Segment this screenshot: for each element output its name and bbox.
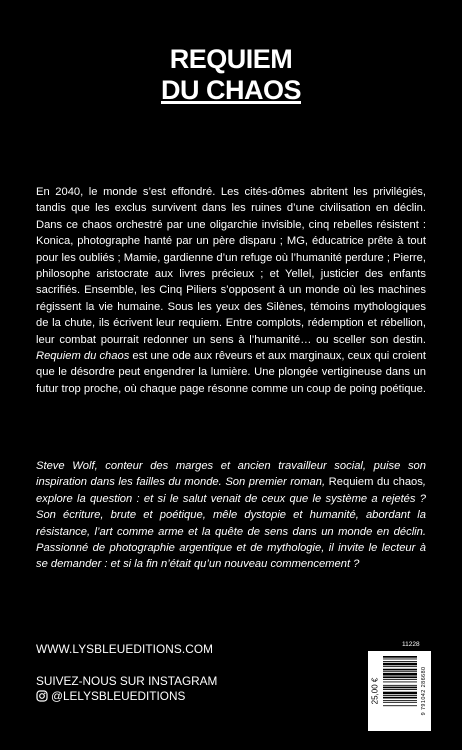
barcode-stripe [383,661,417,662]
barcode-stripe [383,659,417,660]
barcode-stripe [383,656,417,658]
author-bio [36,458,426,573]
barcode-stripe [383,685,417,686]
bio-text-2: , explore la question : et si le salut venait de ceux que le système a rejetés ? Son écriture, brute et poétique, mêle dystopie et humanité, abordant la résistance, l’art comme arme et la quête de sens dans un monde en déclin. Passionné de photographie argentique et de mythologie, il invite le lecteur à se demander : et si la fin n’était qu’un nouveau commencement ? [36,476,426,571]
price-label [368,651,382,731]
barcode-stripe [383,666,417,667]
instagram-label: SUIVEZ-NOUS SUR INSTAGRAM [36,674,218,688]
synopsis-text-1: En 2040, le monde s’est effondré. Les cités-dômes abritent les privilégiés, tandis que les exclus survivent dans les ruines d’une civilisation en déclin. Dans ce chaos orchestré par une oligarchie invisible, cinq rebelles résistent : Konica, photographe hanté par un père disparu ; MG, éducatrice prête à tout pour les oubliés ; Mamie, gardienne d’un refuge où l’humanité perdure ; Pierre, philosophe aristocrate aux livres précieux ; et Yellel, justicier des enfants sacrifiés. Ensemble, les Cinq Piliers s’opposent à un monde où les machines régissent la vie humaine. Sous les yeux des Silènes, témoins mythologiques de la chute, ils écrivent leur requiem. Entre complots, rédemption et rébellion, leur combat pourrait redonner un sens à l’humanité… ou sceller son destin. [36,186,426,346]
isbn-label [419,651,429,731]
barcode-stripe [383,669,417,671]
barcode-stripe [383,687,417,689]
barcode-stripe [383,702,417,703]
barcode-stripe [383,676,417,678]
instagram-handle-text: @LELYSBLEUEDITIONS [51,689,186,703]
barcode-stripe [383,689,417,690]
instagram-icon [36,690,48,702]
title-line-2 [0,75,462,106]
title-line-2-text: DU CHAOS [160,75,301,105]
barcode-bars [383,656,417,726]
product-code: 11228 [402,641,420,648]
barcode-stripe [383,671,417,672]
synopsis-book-title: Requiem du chaos [36,350,130,363]
bio-book-title: Requiem du chaos [328,476,423,489]
barcode-stripe [383,682,417,683]
barcode-stripe [383,695,417,696]
barcode-stripe [383,705,417,706]
barcode-stripe [383,663,417,666]
publisher-website[interactable]: WWW.LYSBLEUEDITIONS.COM [36,642,214,656]
barcode-stripe [383,700,417,701]
synopsis-text-2: est une ode aux rêveurs et aux marginaux, ceux qui croient que le désordre peut engendrer la lumière. Une plongée vertigineuse dans un futur trop proche, où chaque page résonne comme un coup de poing poétique. [36,350,426,395]
isbn-text: 9 791042 286680 [421,666,427,716]
title-line-1: REQUIEM [169,44,293,74]
bio-text-1: Steve Wolf, conteur des marges et ancien travailleur social, puise son inspiration dans les failles du monde. Son premier roman, [36,460,426,489]
book-title [0,44,462,106]
synopsis [36,184,426,397]
barcode-stripe [383,679,417,680]
barcode-stripe [383,697,417,699]
price-text: 25,00 € [370,677,380,705]
barcode-stripe [383,673,417,676]
instagram-handle[interactable] [36,689,185,703]
barcode-stripe [383,692,417,695]
